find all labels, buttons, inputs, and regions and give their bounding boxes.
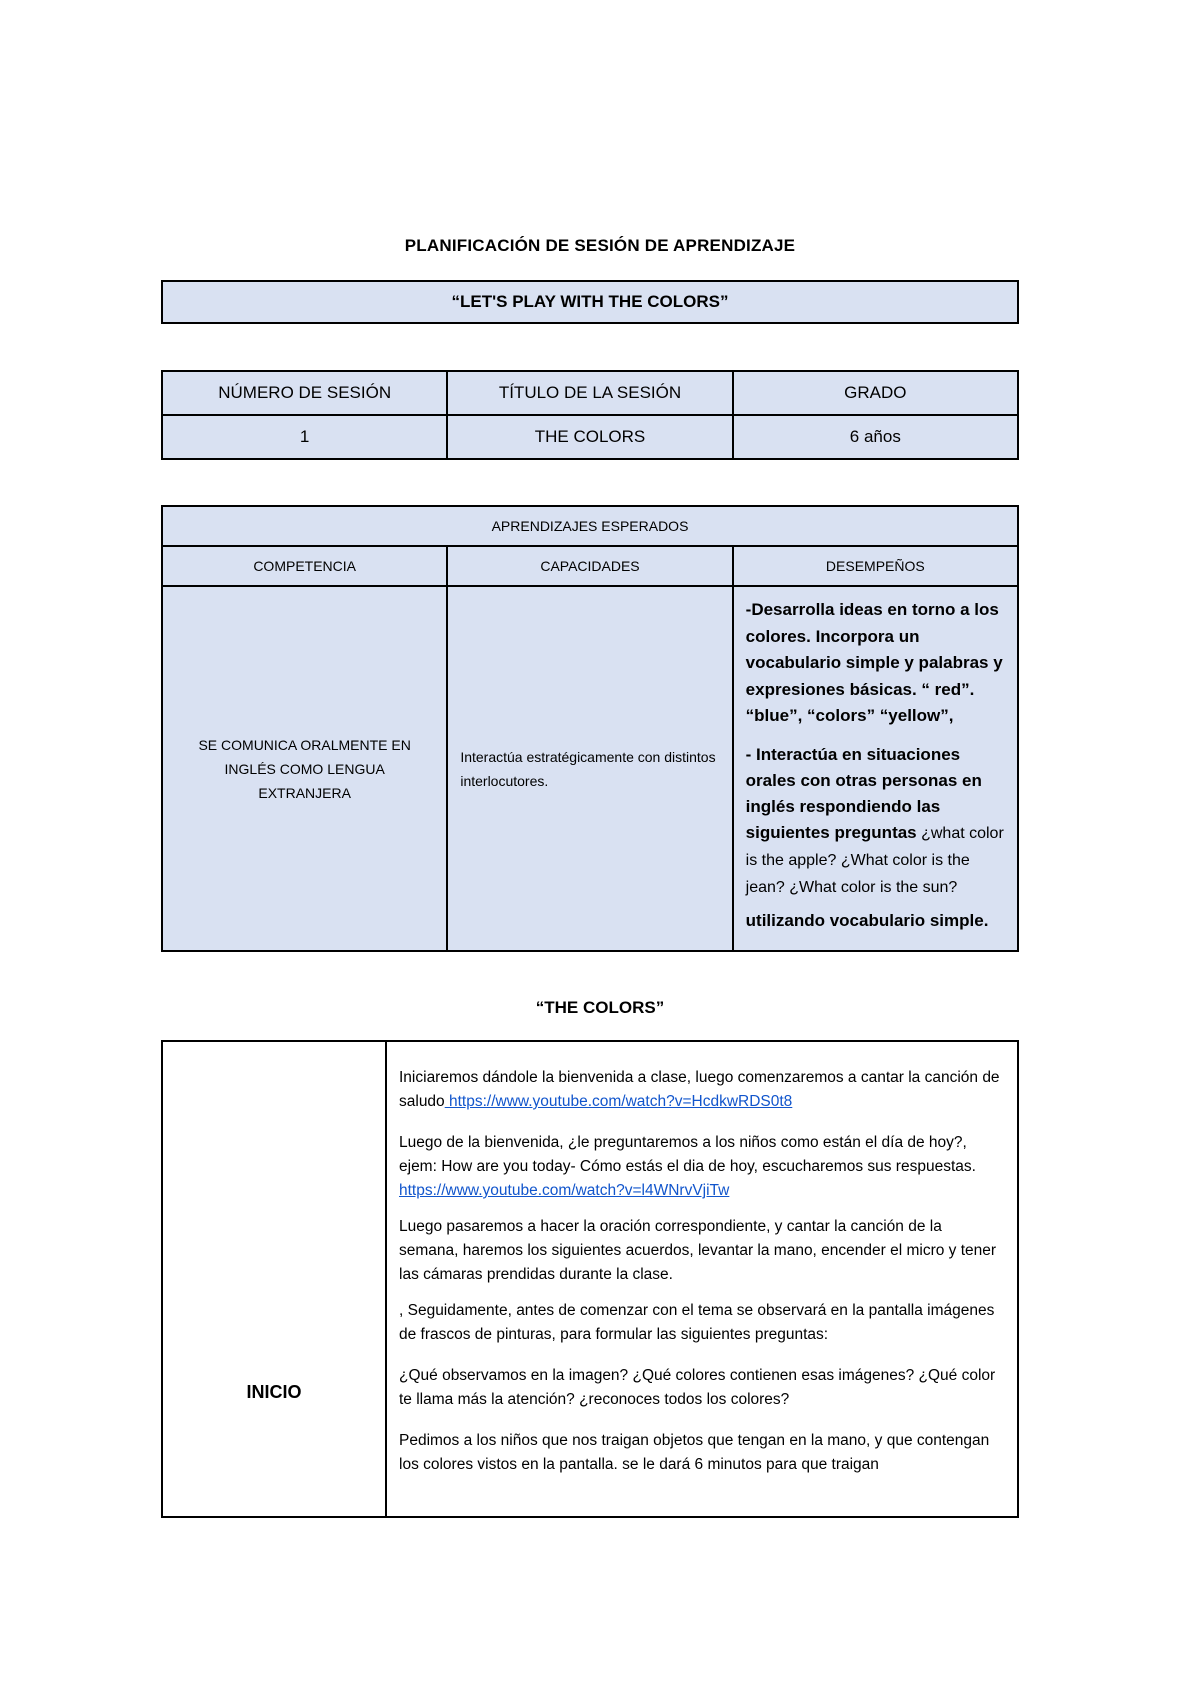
p2-text: Luego de la bienvenida, ¿le preguntaremos a los niños como están el día de hoy?, ejem: How are you today- Cómo estás el dia de hoy, escucharemos sus respuestas. (399, 1134, 976, 1175)
info-header-row (162, 371, 1018, 415)
document-title: PLANIFICACIÓN DE SESIÓN DE APRENDIZAJE (404, 236, 796, 255)
desempeno-item-2-questions: ¿what color is the apple? ¿What color is the jean? ¿What color is the sun? (745, 824, 1004, 896)
column-competencia: COMPETENCIA (162, 546, 447, 586)
process-table (161, 1040, 1019, 1518)
learning-columns-row (162, 546, 1018, 586)
desempenos-cell (733, 586, 1018, 951)
value-numero-sesion: 1 (162, 415, 447, 459)
column-desempenos: DESEMPEÑOS (733, 546, 1018, 586)
session-subtitle-box (161, 280, 1019, 324)
desempeno-item-1: -Desarrolla ideas en torno a los colores. Incorpora un vocabulario simple y palabras y expresiones básicas. “ red”. “blue”, “colors” “yellow”, (745, 600, 1003, 725)
process-paragraph-3: Luego pasaremos a hacer la oración correspondiente, y cantar la canción de la semana, haremos los siguientes acuerdos, levantar la mano, encender el micro y tener las cámaras prendidas durante la clase. (399, 1218, 997, 1283)
capacidades-cell: Interactúa estratégicamente con distintos interlocutores. (447, 586, 732, 951)
desempeno-item-2-bold: - Interactúa en situaciones orales con otras personas en inglés respondiendo las siguientes preguntas (745, 744, 982, 842)
process-paragraph-4: , Seguidamente, antes de comenzar con el tema se observará en la pantalla imágenes de frascos de pinturas, para formular las siguientes preguntas: (399, 1302, 995, 1343)
process-paragraph-6: Pedimos a los niños que nos traigan objetos que tengan en la mano, y que contengan los colores vistos en la pantalla. se le dará 6 minutos para que traigan (399, 1432, 990, 1473)
header-grado: GRADO (733, 371, 1018, 415)
learning-header: APRENDIZAJES ESPERADOS (162, 506, 1018, 546)
youtube-link-greeting-song[interactable]: https://www.youtube.com/watch?v=HcdkwRDS0t8 (444, 1093, 793, 1110)
process-paragraph-2 (399, 1131, 1005, 1203)
header-titulo-sesion: TÍTULO DE LA SESIÓN (447, 371, 732, 415)
value-grado: 6 años (733, 415, 1018, 459)
session-subtitle: “LET'S PLAY WITH THE COLORS” (451, 292, 729, 311)
competencia-cell: SE COMUNICA ORALMENTE EN INGLÉS COMO LENGUA EXTRANJERA (162, 586, 447, 951)
info-value-row (162, 415, 1018, 459)
process-row-inicio (162, 1041, 1018, 1517)
stage-label: INICIO (162, 1041, 386, 1517)
youtube-link-how-are-you[interactable]: https://www.youtube.com/watch?v=l4WNrvVjiTw (399, 1182, 730, 1199)
header-numero-sesion: NÚMERO DE SESIÓN (162, 371, 447, 415)
column-capacidades: CAPACIDADES (447, 546, 732, 586)
session-info-table (161, 370, 1019, 460)
desempeno-item-2 (746, 742, 1007, 901)
learning-header-row (162, 506, 1018, 546)
learning-body-row (162, 586, 1018, 951)
stage-content (386, 1041, 1018, 1517)
process-paragraph-5: ¿Qué observamos en la imagen? ¿Qué colores contienen esas imágenes? ¿Qué color te llama más la atención? ¿reconoces todos los colores? (399, 1367, 996, 1408)
section-title: “THE COLORS” (535, 998, 665, 1017)
p1-text: Iniciaremos dándole la bienvenida a clase, luego comenzaremos a cantar la canción de saludo (399, 1069, 1000, 1110)
learning-table (161, 505, 1019, 952)
value-titulo-sesion: THE COLORS (447, 415, 732, 459)
desempeno-item-3: utilizando vocabulario simple. (745, 910, 989, 930)
process-paragraph-1 (399, 1066, 1005, 1114)
